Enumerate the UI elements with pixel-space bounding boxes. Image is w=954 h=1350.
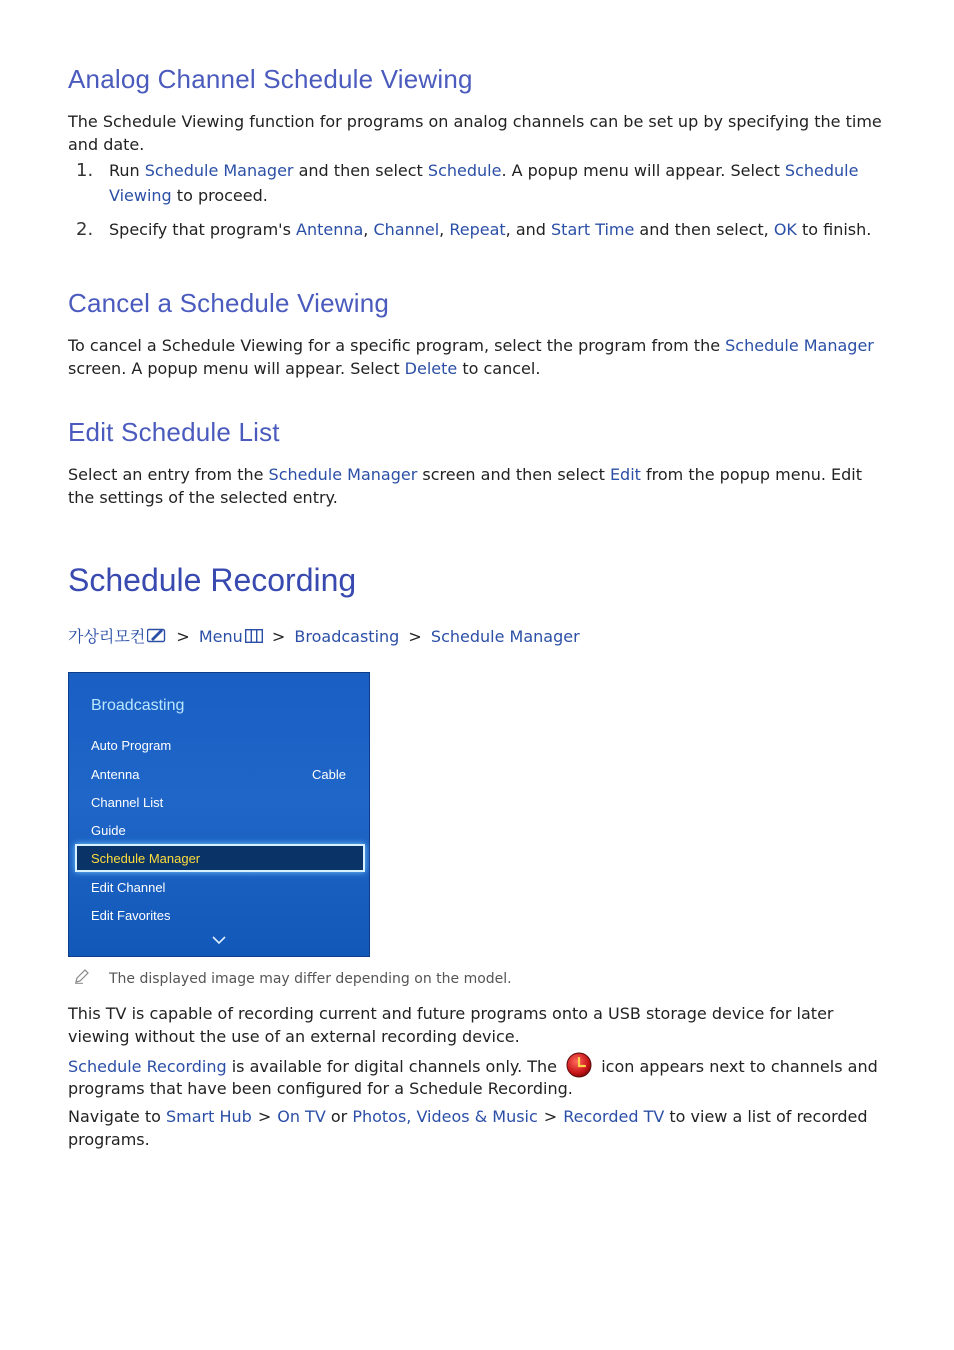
breadcrumb-separator: > xyxy=(176,627,190,646)
section-heading-cancel: Cancel a Schedule Viewing xyxy=(68,288,390,318)
step-number: 1. xyxy=(76,160,94,181)
text: and then select, xyxy=(634,220,774,239)
text: , xyxy=(439,220,450,239)
tv-menu-item-antenna[interactable] xyxy=(91,767,361,782)
keyword-repeat: Repeat xyxy=(449,220,506,239)
edit-paragraph xyxy=(68,463,888,509)
tv-menu-item-value: Cable xyxy=(312,767,346,782)
tv-menu-item-schedule-manager[interactable] xyxy=(75,844,365,872)
text: screen and then select xyxy=(417,465,610,484)
recording-paragraph-2 xyxy=(68,1056,888,1099)
tv-menu-item-auto-program[interactable] xyxy=(91,738,361,753)
step-number: 2. xyxy=(76,219,94,240)
tv-menu-item-label: Edit Channel xyxy=(91,880,166,895)
keyword-schedule-manager: Schedule Manager xyxy=(268,465,418,484)
keyword-schedule: Schedule xyxy=(427,161,502,180)
text: to view a list of recorded programs. xyxy=(68,1107,868,1149)
text: or xyxy=(325,1107,353,1126)
text: Select an entry from the xyxy=(68,465,269,484)
tv-menu-item-edit-channel[interactable] xyxy=(91,880,361,895)
text: is available for digital channels only. The xyxy=(226,1057,563,1076)
text: Specify that program's xyxy=(109,220,296,239)
text: To cancel a Schedule Viewing for a specific program, select the program from the xyxy=(68,336,726,355)
keyword-schedule-manager: Schedule Manager xyxy=(144,161,294,180)
pencil-note-icon xyxy=(74,968,90,988)
text: , xyxy=(363,220,374,239)
breadcrumb-separator: > xyxy=(408,627,422,646)
breadcrumb-schedule-manager[interactable]: Schedule Manager xyxy=(430,627,580,646)
text: . A popup menu will appear. Select xyxy=(501,161,785,180)
text: screen. A popup menu will appear. Select xyxy=(68,359,405,378)
keyword-edit: Edit xyxy=(609,465,641,484)
text: to cancel. xyxy=(457,359,541,378)
menu-grid-icon xyxy=(245,627,263,649)
breadcrumb-remote[interactable]: 가상리모컨 xyxy=(68,627,146,646)
analog-intro: The Schedule Viewing function for programs on analog channels can be set up by specifying the time and date. xyxy=(68,112,882,154)
text: Navigate to xyxy=(68,1107,166,1126)
tv-menu-item-label: Edit Favorites xyxy=(91,908,171,923)
tv-broadcasting-menu xyxy=(68,672,370,957)
text: to proceed. xyxy=(171,186,268,205)
section-heading-edit: Edit Schedule List xyxy=(68,417,280,447)
tv-menu-item-edit-favorites[interactable] xyxy=(91,908,361,923)
text: from the popup menu. Edit the settings of the selected entry. xyxy=(68,465,863,507)
text: and then select xyxy=(293,161,428,180)
path-separator: > xyxy=(257,1107,272,1126)
remote-pen-icon xyxy=(147,627,167,649)
recording-paragraph-3 xyxy=(68,1105,888,1151)
keyword-schedule-viewing: Schedule Viewing xyxy=(109,161,859,205)
text: icon appears next to channels and programs that have been configured for a Schedule Recording. xyxy=(68,1057,878,1098)
recording-paragraph-1: This TV is capable of recording current and future programs onto a USB storage device for later viewing without the use of an external recording device. xyxy=(68,1004,834,1046)
keyword-ok: OK xyxy=(773,220,797,239)
text: Run xyxy=(109,161,145,180)
section-heading-analog: Analog Channel Schedule Viewing xyxy=(68,64,473,94)
text: , and xyxy=(505,220,552,239)
tv-menu-item-label: Channel List xyxy=(91,795,164,810)
keyword-smart-hub: Smart Hub xyxy=(166,1107,252,1126)
step-text xyxy=(109,158,879,208)
keyword-channel: Channel xyxy=(373,220,440,239)
tv-menu-item-channel-list[interactable] xyxy=(91,795,361,810)
keyword-photos-videos-music: Photos, Videos & Music xyxy=(352,1107,538,1126)
tv-menu-item-label: Antenna xyxy=(91,767,140,782)
tv-menu-item-label: Schedule Manager xyxy=(91,851,201,866)
section-heading-schedule-recording: Schedule Recording xyxy=(68,562,357,598)
tv-menu-title: Broadcasting xyxy=(91,697,185,714)
schedule-record-clock-icon xyxy=(566,1052,592,1078)
keyword-antenna: Antenna xyxy=(296,220,364,239)
cancel-paragraph xyxy=(68,334,888,380)
path-separator: > xyxy=(543,1107,558,1126)
text: to finish. xyxy=(796,220,872,239)
keyword-delete: Delete xyxy=(404,359,458,378)
tv-menu-item-label: Guide xyxy=(91,823,126,838)
keyword-start-time: Start Time xyxy=(551,220,635,239)
tv-menu-item-label: Auto Program xyxy=(91,738,172,753)
breadcrumb-menu[interactable]: Menu xyxy=(198,627,243,646)
breadcrumb-separator: > xyxy=(271,627,286,646)
keyword-recorded-tv: Recorded TV xyxy=(563,1107,665,1126)
chevron-down-icon[interactable] xyxy=(212,932,226,950)
step-text xyxy=(109,217,879,242)
breadcrumb xyxy=(68,626,580,649)
note-text: The displayed image may differ depending on the model. xyxy=(109,971,512,987)
keyword-schedule-recording: Schedule Recording xyxy=(68,1057,227,1076)
tv-menu-item-guide[interactable] xyxy=(91,823,361,838)
keyword-on-tv: On TV xyxy=(277,1107,326,1126)
keyword-schedule-manager: Schedule Manager xyxy=(725,336,874,355)
breadcrumb-broadcasting[interactable]: Broadcasting xyxy=(294,627,400,646)
